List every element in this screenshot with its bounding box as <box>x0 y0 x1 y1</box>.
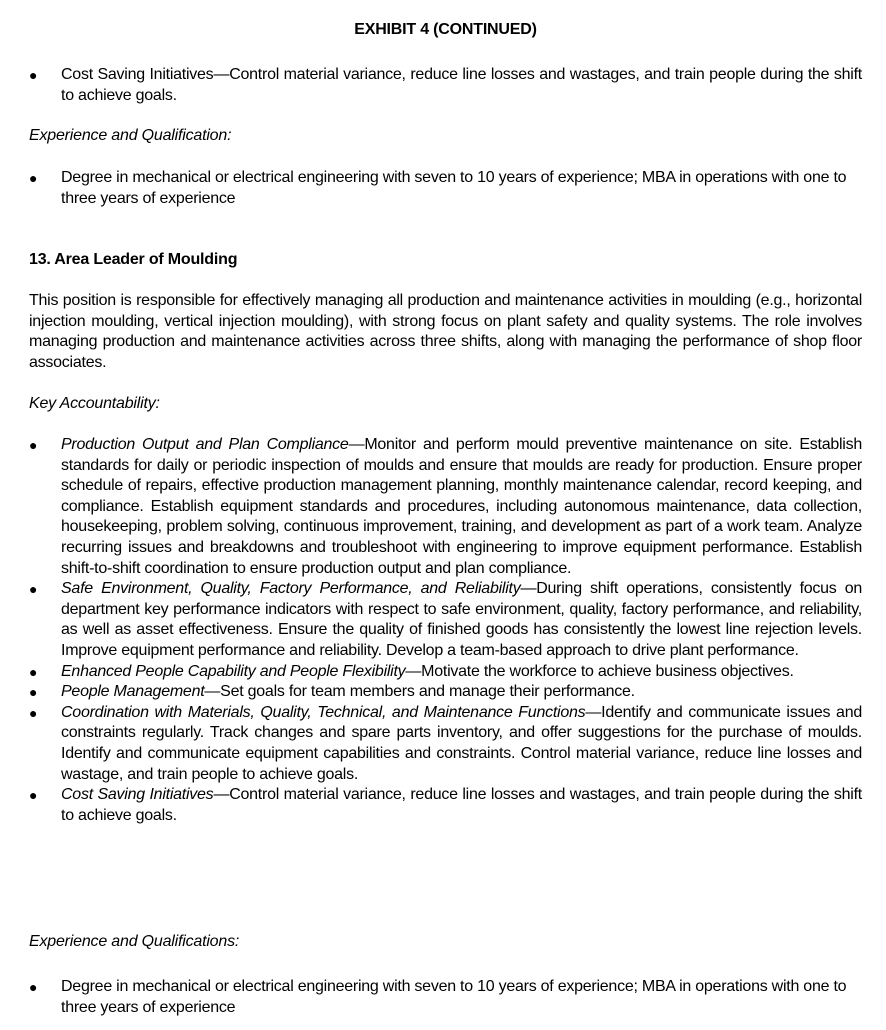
accountability-heading: Key Accountability: <box>29 395 160 412</box>
em-dash: — <box>213 786 230 804</box>
bullet-icon: ● <box>29 663 38 680</box>
accountability-list <box>29 435 862 826</box>
bullet-text: Control material variance, reduce line losses and wastages, and train people during the shift to achieve goals. <box>61 786 863 824</box>
bullet-icon: ● <box>29 684 38 701</box>
list-item <box>29 977 862 1018</box>
bullet-icon: ● <box>29 704 38 721</box>
bullet-lead: Coordination with Materials, Quality, Technical, and Maintenance Functions <box>61 703 586 721</box>
bullet-text: Set goals for team members and manage their performance. <box>220 683 635 701</box>
bullet-icon: ● <box>29 67 38 83</box>
previous-accountability-list <box>29 65 862 106</box>
experience-heading: Experience and Qualifications: <box>29 933 240 950</box>
bullet-icon: ● <box>29 787 38 804</box>
bullet-lead: Cost Saving Initiatives <box>61 786 214 804</box>
list-item <box>29 579 862 661</box>
bullet-icon: ● <box>29 170 38 186</box>
list-item <box>29 168 862 209</box>
exhibit-title: EXHIBIT 4 (CONTINUED) <box>354 21 537 38</box>
em-dash: — <box>585 703 602 721</box>
experience-heading: Experience and Qualification: <box>29 127 232 144</box>
bullet-text: Identify and communicate issues and constraints regularly. Track changes and spare parts inventory, and offer suggestions for the purchase of moulds. Identify and communicate equipment capabilities and constraints. Control material variance, reduce line losses and wastage, and train people to achieve goals. <box>61 703 862 783</box>
bullet-text: Degree in mechanical or electrical engineering with seven to 10 years of experience; MBA in operations with one to three years of experience <box>61 978 847 1016</box>
bullet-text: Control material variance, reduce line losses and wastages, and train people during the shift to achieve goals. <box>61 66 863 104</box>
em-dash: — <box>405 662 422 680</box>
bullet-lead: Enhanced People Capability and People Flexibility <box>61 662 406 680</box>
previous-experience-list <box>29 168 862 209</box>
bullet-text: Degree in mechanical or electrical engineering with seven to 10 years of experience; MBA in operations with one to three years of experience <box>61 169 847 207</box>
bullet-icon: ● <box>29 581 38 598</box>
em-dash: — <box>348 436 365 453</box>
list-item <box>29 662 862 683</box>
bullet-lead: Production Output and Plan Compliance <box>61 436 349 453</box>
bullet-icon: ● <box>29 437 38 453</box>
experience-list <box>29 977 862 1018</box>
bullet-text: Motivate the workforce to achieve business objectives. <box>421 662 794 680</box>
em-dash: — <box>520 580 537 598</box>
list-item <box>29 785 862 826</box>
list-item <box>29 703 862 785</box>
list-item <box>29 65 862 106</box>
bullet-text: Monitor and perform mould preventive maintenance on site. Establish standards for daily or periodic inspection of moulds and ensure that moulds are ready for production. Ensure proper schedule of repairs, effective production management planning, monthly maintenance calendar, record keeping, and compliance. Establish equipment standards and procedures, including autonomous maintenance, data collection, housekeeping, problem solving, continuous improvement, training, and development as part of a work team. Analyze recurring issues and breakdowns and troubleshoot with engineering to improve equipment performance. Establish shift-to-shift coordination to ensure production output and plan compliance. <box>61 436 863 577</box>
bullet-lead: Cost Saving Initiatives <box>61 66 214 83</box>
section-title: 13. Area Leader of Moulding <box>29 251 238 268</box>
list-item <box>29 435 862 579</box>
em-dash: — <box>204 683 221 701</box>
bullet-lead: Safe Environment, Quality, Factory Performance, and Reliability <box>61 580 521 598</box>
bullet-text: During shift operations, consistently focus on department key performance indicators with respect to safe environment, quality, factory performance, and reliability, as well as asset effectiveness. Ensure the quality of finished goods has consistently the lowest line rejection levels. Improve equipment performance and reliability. Develop a team-based approach to drive plant performance. <box>61 580 863 659</box>
bullet-icon: ● <box>29 979 38 995</box>
section-description: This position is responsible for effectively managing all production and maintenance activities in moulding (e.g., horizontal injection moulding, vertical injection moulding), with strong focus on plant safety and quality systems. The role involves managing production and maintenance activities across three shifts, along with managing the performance of shop floor associates. <box>29 292 862 371</box>
bullet-lead: People Management <box>61 683 205 701</box>
list-item <box>29 682 862 703</box>
em-dash: — <box>213 66 230 83</box>
